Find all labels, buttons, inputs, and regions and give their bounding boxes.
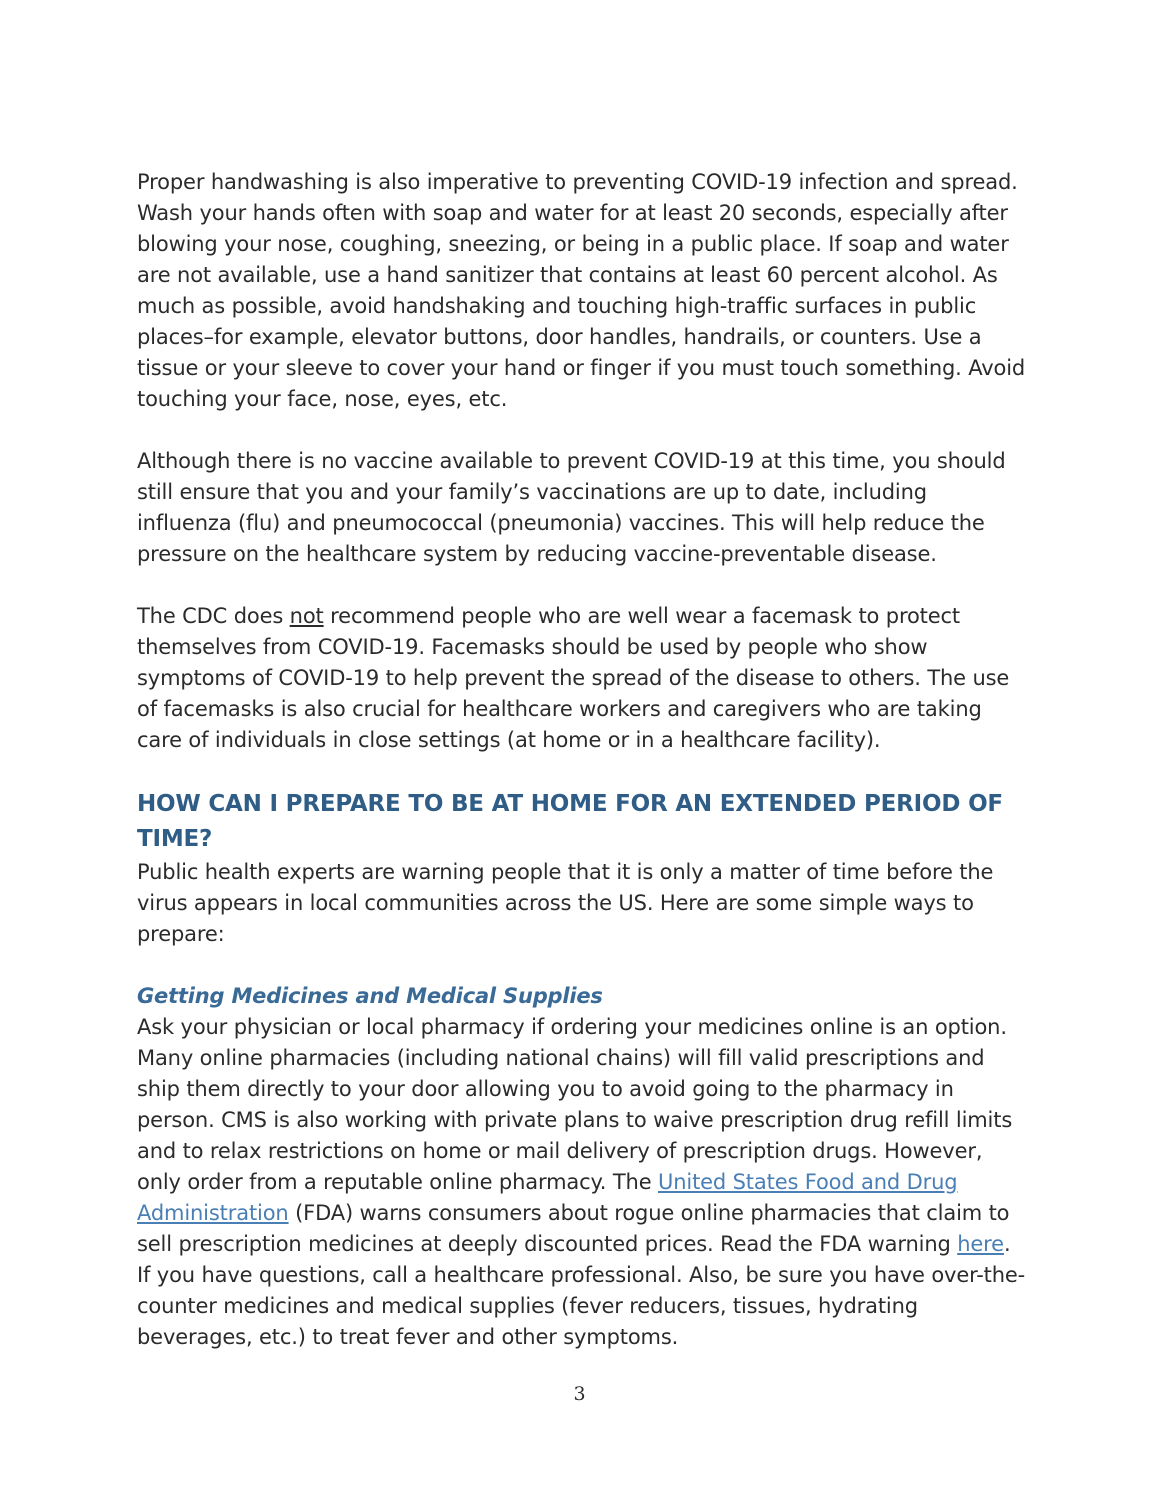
fda-link[interactable]: United States Food and Drug Administration <box>137 1170 958 1225</box>
page-content <box>137 167 1027 1384</box>
fda-warning-link[interactable]: here <box>957 1232 1004 1256</box>
handwashing-paragraph: Proper handwashing is also imperative to preventing COVID-19 infection and spread. Wash your hands often with soap and water for at least 20 seconds, especially after blowing your nose, coughing, sneezing, or being in a public place. If soap and water are not available, use a hand sanitizer that contains at least 60 percent alcohol. As much as possible, avoid handshaking and touching high-traffic surfaces in public places–for example, elevator buttons, door handles, handrails, or counters. Use a tissue or your sleeve to cover your hand or finger if you must touch something. Avoid touching your face, nose, eyes, etc. <box>137 170 1026 411</box>
facemask-text-before: The CDC does <box>137 604 290 628</box>
page-number: 3 <box>573 1383 586 1405</box>
medicines-text-3: . If you have questions, call a healthcare professional. Also, be sure you have over-the-counter medicines and medical supplies (fever reducers, tissues, hydrating beverages, etc.) to treat fever and other symptoms. <box>137 1232 1026 1349</box>
subsection-heading: Getting Medicines and Medical Supplies <box>137 984 603 1008</box>
facemask-emphasis: not <box>289 604 324 628</box>
facemask-paragraph <box>137 601 1027 756</box>
medicines-text-1: Ask your physician or local pharmacy if ordering your medicines online is an option. Many online pharmacies (including national chains) will fill valid prescriptions and ship them directly to your door allowing you to avoid going to the pharmacy in person. CMS is also working with private plans to waive prescription drug refill limits and to relax restrictions on home or mail delivery of prescription drugs. However, only order from a reputable online pharmacy. The <box>137 1015 1013 1194</box>
facemask-text-after: recommend people who are well wear a facemask to protect themselves from COVID-19. Facemasks should be used by people who show symptoms of COVID-19 to help prevent the spread of the disease to others. The use of facemasks is also crucial for healthcare workers and caregivers who are taking care of individuals in close settings (at home or in a healthcare facility). <box>137 604 1010 752</box>
vaccine-paragraph: Although there is no vaccine available to prevent COVID-19 at this time, you should still ensure that you and your family’s vaccinations are up to date, including influenza (flu) and pneumococcal (pneumonia) vaccines. This will help reduce the pressure on the healthcare system by reducing vaccine-preventable disease. <box>137 449 1006 566</box>
section-heading: HOW CAN I PREPARE TO BE AT HOME FOR AN EXTENDED PERIOD OF TIME? <box>137 791 1003 852</box>
medicines-text-2: (FDA) warns consumers about rogue online pharmacies that claim to sell prescription medicines at deeply discounted prices. Read the FDA warning <box>137 1201 1010 1256</box>
section-intro-paragraph: Public health experts are warning people that it is only a matter of time before the virus appears in local communities across the US. Here are some simple ways to prepare: <box>137 860 994 946</box>
medicines-paragraph <box>137 1012 1027 1353</box>
